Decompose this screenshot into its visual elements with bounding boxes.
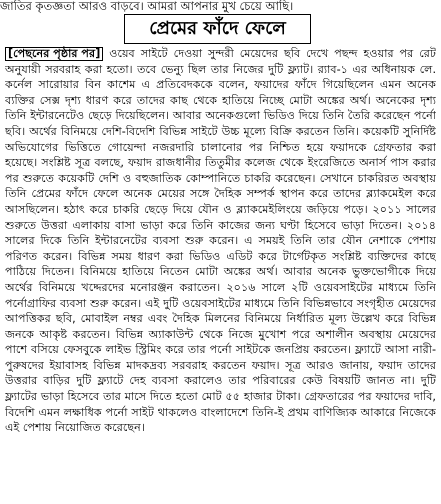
continuation-label-text: পেছনের পৃষ্ঠার পর [13,47,96,60]
previous-article-fragment: জাতির কৃতজ্ঞতা আরও বাড়বে। আমরা আপনার মুখ চেয়ে আছি। [0,0,294,13]
article-body [5,46,436,502]
article-text: ওয়েব সাইটে দেওয়া সুন্দরী মেয়েদের ছবি দেখে পছন্দ হওয়ার পর রেট অনুযায়ী সরবরাহ করা হতো। তবে ভেন্যু ছিল তার নিজের দুটি ফ্ল্যাট। র‍্যাব-১ এর অধিনায়ক লে. কর্নেল সারোয়ার বিন কাশেম এ প্রতিবেদককে বলেন, ফয়াদের ফাঁদে গিয়েছিলেন এমন অনেক ব্যক্তির সেক্স দৃশ্য ধারণ করে তাদের কাছ থেকে হাতিয়ে নিচ্ছে মোটা অঙ্কের অর্থ। অনেকের দৃশ্য তিনি ইন্টারনেটেও ছেড়ে দিয়েছিলেন। আবার অনেকগুলো ভিডিও দিয়ে তিনি তৈরি করেছেন পর্নো ছবি। অর্থের বিনিময়ে দেশি-বিদেশি বিভিন্ন সাইটে উচ্চ মূল্যে বিক্রি করতেন তিনি। কয়েকটি সুনির্দিষ্ট অভিযোগের ভিত্তিতে গোয়েন্দা নজরদারি চালানোর পর নিশ্চিত হয়ে ফয়াদকে গ্রেফতার করা হয়েছে। সংশ্লিষ্ট সূত্র বলছে, ফয়াদ রাজধানীর তিতুমীর কলেজ থেকে ইংরেজিতে অনার্স পাস করার পর শুরুতে কয়েকটি দেশি ও বহুজাতিক কোম্পানিতে চাকরি করেছেন। সেখানে চাকরিরত অবস্থায় তিনি প্রেমের ফাঁদে ফেলে অনেক মেয়ের সঙ্গে দৈহিক সম্পর্ক স্থাপন করে তাদের ব্ল্যাকমেইল করে আসছিলেন। হঠাৎ করে চাকরি ছেড়ে দিয়ে যৌন ও ব্ল্যাকমেইলিংয়ে জড়িয়ে পড়ে। ২০১১ সালের শুরুতে উত্তরা এলাকায় বাসা ভাড়া করে তিনি কাজের জন্য ঘণ্টা হিসেবে ভাড়া দিতেন। ২০১৪ সালের দিকে তিনি ইন্টারনেটের ব্যবসা শুরু করেন। এ সময়ই তিনি তার যৌন নেশাকে পেশায় পরিণত করেন। বিভিন্ন সময় ধারণ করা ভিডিও এডিট করে টার্গেটকৃত সংশ্লিষ্ট ব্যক্তিদের কাছে পাঠিয়ে দিতেন। বিনিময়ে হাতিয়ে নিতেন মোটা অঙ্কের অর্থ। আবার অনেক ভুক্তভোগীকে দিয়ে অর্থের বিনিময়ে খদ্দেরদের মনোরঞ্জন করাতেন। ২০১৬ সালে ২টি ওয়েবসাইটের মাধ্যমে তিনি পর্নোগ্রাফির ব্যবসা শুরু করেন। এই দুটি ওয়েবসাইটের মাধ্যমে তিনি বিভিন্নভাবে সংগৃহীত মেয়েদের আপত্তিকর ছবি, মোবাইল নম্বর এবং দৈহিক মিলনের বিনিময়ে নির্ধারিত মূল্য উল্লেখ করে বিভিন্ন জনকে আকৃষ্ট করতেন। বিভিন্ন অ্যাকাউন্ট থেকে নিজে মুখোশ পরে অশালীন অবস্থায় মেয়েদের পাশে বসিয়ে ফেসবুকে লাইভ স্ট্রিমিং করে তার পর্নো সাইটকে জনপ্রিয় করতেন। ফ্ল্যাটে আসা নারী-পুরুষদের ইয়াবাসহ বিভিন্ন মাদকদ্রব্য সরবরাহ করতেন ফয়াদ। সূত্র আরও জানায়, ফয়াদ তাদের উত্তরার বাড়ির দুটি ফ্ল্যাটে দেহ ব্যবসা করালেও তার পরিবারের কেউ বিষয়টি জানত না। দুটি ফ্ল্যাটের ভাড়া হিসেবে তার মাসে দিতে হতো মোট ৫৫ হাজার টাকা। গ্রেফতারের পর ফয়াদের দাবি, বিদেশি এমন লক্ষাধিক পর্নো সাইট থাকলেও বাংলাদেশে তিনি-ই প্রথম বাণিজ্যিক আকারে নিজেকে এই পেশায় নিয়োজিত করেছেন। [5,47,436,435]
continuation-label: [পেছনের পৃষ্ঠার পর] [5,47,103,61]
headline: প্রেমের ফাঁদে ফেলে [124,14,311,44]
